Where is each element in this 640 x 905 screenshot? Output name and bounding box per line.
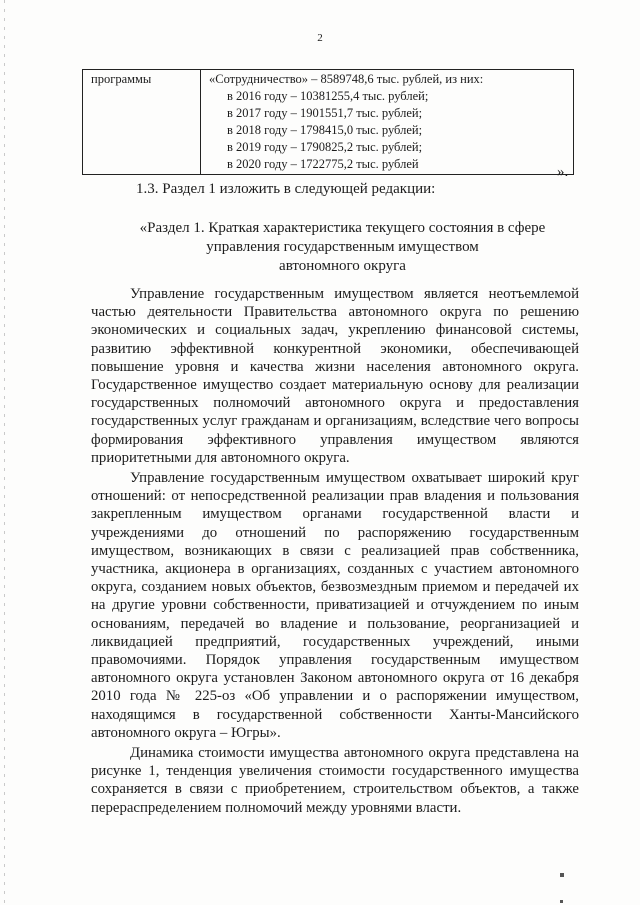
- section-body: [91, 285, 579, 819]
- body-paragraph: Управление государственным имуществом охватывает широкий круг отношений: от непосредственной реализации прав владения и пользования закрепленным имуществом органами государственной власти и учреждениями до отношений по распоряжению государственным имуществом, возникающих в связи с реализацией прав собственника, участника, акционера в организациях, созданных с участием автономного округа, созданием новых объектов, безвозмездным приемом и передачей их на другие уровни собственности, приватизацией и отчуждением по иным основаниям, передачей во владение и пользование, реорганизацией и ликвидацией предприятий, государственных учреждений, иными правомочиями. Порядок управления государственным имуществом автономного округа установлен Законом автономного округа от 16 декабря 2010 года № 225-оз «Об управлении и о распоряжении имуществом, находящимся в государственной собственности Ханты-Мансийского автономного округа – Югры».: [91, 470, 579, 741]
- section-heading-line: «Раздел 1. Краткая характеристика текущего состояния в сфере: [139, 220, 546, 236]
- section-heading-line: управления государственным имуществом: [206, 239, 479, 255]
- table-row: [83, 70, 574, 175]
- program-funding-table: [82, 69, 574, 175]
- closing-quote: ».: [557, 164, 569, 180]
- funding-year-2017: в 2017 году – 1901551,7 тыс. рублей;: [227, 106, 423, 120]
- amendment-line: 1.3. Раздел 1 изложить в следующей редакции:: [136, 181, 436, 197]
- funding-year-2018: в 2018 году – 1798415,0 тыс. рублей;: [227, 123, 423, 137]
- funding-year-2016: в 2016 году – 10381255,4 тыс. рублей;: [227, 89, 429, 103]
- funding-year-2019: в 2019 году – 1790825,2 тыс. рублей;: [227, 140, 423, 154]
- section-heading-line: автономного округа: [279, 258, 406, 274]
- funding-total: «Сотрудничество» – 8589748,6 тыс. рублей, из них:: [209, 72, 484, 86]
- table-label-cell: программы: [83, 70, 201, 175]
- section-heading: [120, 219, 565, 276]
- body-paragraph: Динамика стоимости имущества автономного округа представлена на рисунке 1, тенденция увеличения стоимости государственного имущества сохраняется в связи с приобретением, строительством объектов, а также перераспределением полномочий между уровнями власти.: [91, 745, 579, 816]
- page-number: 2: [317, 32, 323, 44]
- body-paragraph: Управление государственным имуществом является неотъемлемой частью деятельности Правительства автономного округа по решению экономических и социальных задач, укреплению финансовой системы, развитию эффективной конкурентной экономики, обеспечивающей повышение уровня и качества жизни населения автономного округа. Государственное имущество создает материальную основу для реализации государственных полномочий автономного округа и предоставления государственных услуг гражданам и организациям, вследствие чего вопросы формирования эффективного управления имуществом являются приоритетными для автономного округа.: [91, 286, 579, 466]
- scan-edge-line: [4, 0, 5, 905]
- table-value-cell: [201, 70, 574, 175]
- scan-dot: [560, 900, 563, 903]
- scan-dot: [560, 873, 564, 877]
- funding-year-2020: в 2020 году – 1722775,2 тыс. рублей: [227, 157, 419, 171]
